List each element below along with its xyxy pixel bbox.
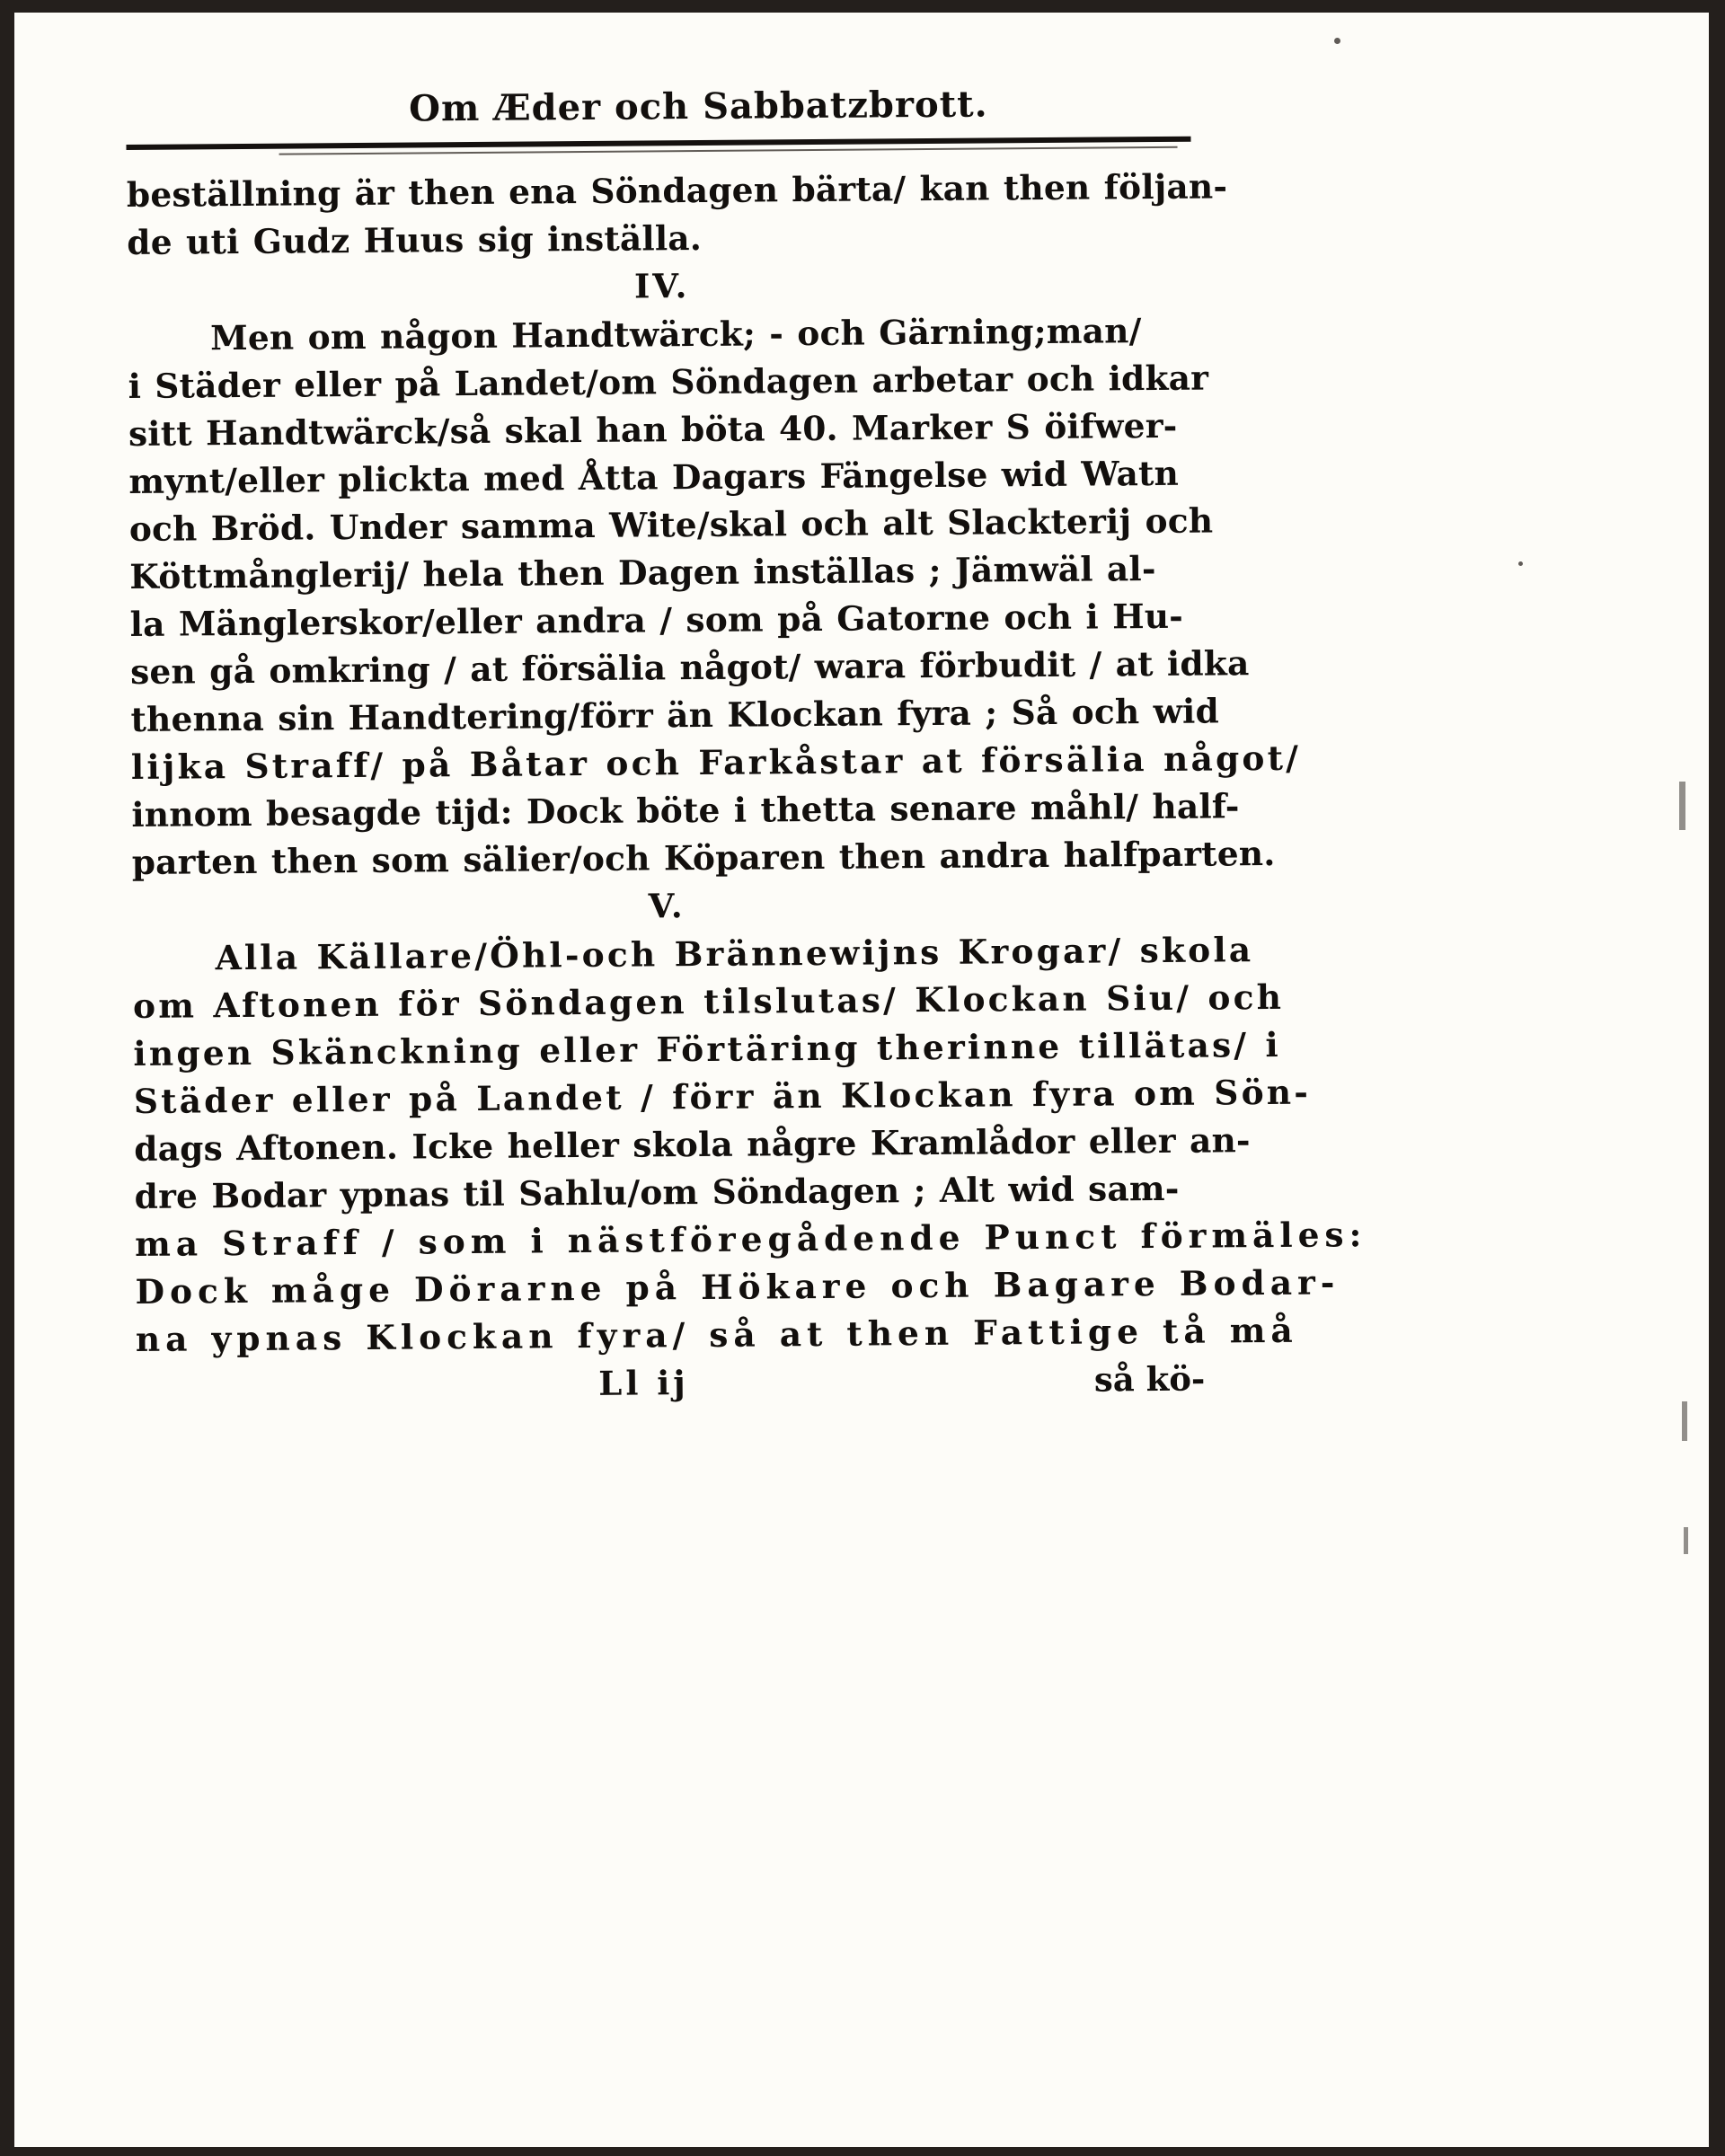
- paragraph-continuation: [126, 163, 1228, 267]
- section-iv-body: [128, 307, 1302, 887]
- signature-mark: Ll ij: [598, 1363, 689, 1403]
- text-line: Städer eller på Landet / förr än Klockan fyra om Sön-: [133, 1072, 1312, 1121]
- text-line: och Bröd. Under samma Wite/skal och alt Slackterij och: [128, 500, 1214, 549]
- text-line: beställning är then ena Söndagen bärta/ kan then följan-: [126, 166, 1228, 215]
- scan-edge-right: [1709, 0, 1725, 2156]
- text-line: ingen Skänckning eller Förtäring therinne tillätas/ i: [133, 1024, 1282, 1074]
- text-line: de uti Gudz Huus sig inställa.: [127, 217, 703, 262]
- text-line: lijka Straff/ på Båtar och Farkåstar at försälia något/: [130, 738, 1302, 787]
- scan-edge-top: [0, 0, 1725, 13]
- catchword: så kö-: [1093, 1358, 1206, 1400]
- text-line: om Aftonen för Söndagen tilslutas/ Klockan Siu/ och: [132, 976, 1285, 1026]
- section-number-v: V.: [648, 886, 686, 926]
- page-text-block: [126, 79, 1484, 1418]
- scan-edge-bottom: [0, 2147, 1725, 2156]
- scan-margin-mark: [1679, 782, 1685, 830]
- page-footer-line: [136, 1359, 1205, 1418]
- text-line: dags Aftonen. Icke heller skola någre Kramlådor eller an-: [134, 1120, 1251, 1169]
- scan-speck: [1518, 561, 1523, 566]
- text-line: parten then som sälier/och Köparen then andra halfparten.: [131, 833, 1276, 882]
- text-line: thenna sin Handtering/förr än Klockan fyra ; Så och wid: [130, 691, 1220, 739]
- scan-edge-left: [0, 0, 14, 2156]
- text-line: Köttmånglerij/ hela then Dagen inställas ; Jämwäl al-: [129, 549, 1156, 596]
- text-line-content: Alla Källare/Öhl-och Brännewijns Krogar/ skola: [215, 930, 1254, 978]
- text-line: sitt Handtwärck/så skal han böta 40. Marker S öifwer-: [128, 405, 1178, 454]
- text-line: na ypnas Klockan fyra/ så at then Fattige tå må: [135, 1310, 1298, 1359]
- text-line: ma Straff / som i nästföregådende Punct förmäles:: [134, 1215, 1367, 1264]
- running-head: Om Æder och Sabbatzbrott.: [408, 83, 988, 130]
- header-rule-group: [126, 127, 1473, 157]
- scan-margin-mark: [1684, 1527, 1688, 1554]
- text-line: innom besagde tijd: Dock böte i thetta senare måhl/ half-: [131, 786, 1240, 835]
- text-line: i Städer eller på Landet/om Söndagen arbetar och idkar: [128, 358, 1209, 406]
- section-v-body: [132, 927, 1367, 1364]
- text-line: mynt/eller plickta med Åtta Dagars Fängelse wid Watn: [128, 453, 1180, 501]
- text-line: Dock måge Dörarne på Hökare och Bagare Bodar-: [135, 1262, 1340, 1312]
- text-line: [128, 307, 1197, 363]
- text-line: [132, 927, 1254, 983]
- text-line: la Mänglerskor/eller andra / som på Gatorne och i Hu-: [129, 596, 1184, 644]
- text-line-content: Men om någon Handtwärck; - och Gärning;man/: [209, 311, 1142, 358]
- scan-margin-mark: [1682, 1401, 1687, 1441]
- text-line: sen gå omkring / at försälia något/ wara förbudit / at idka: [129, 643, 1250, 692]
- scan-speck: [1334, 38, 1340, 44]
- text-line: dre Bodar ypnas til Sahlu/om Söndagen ; Alt wid sam-: [134, 1168, 1180, 1216]
- section-number-iv: IV.: [633, 266, 690, 306]
